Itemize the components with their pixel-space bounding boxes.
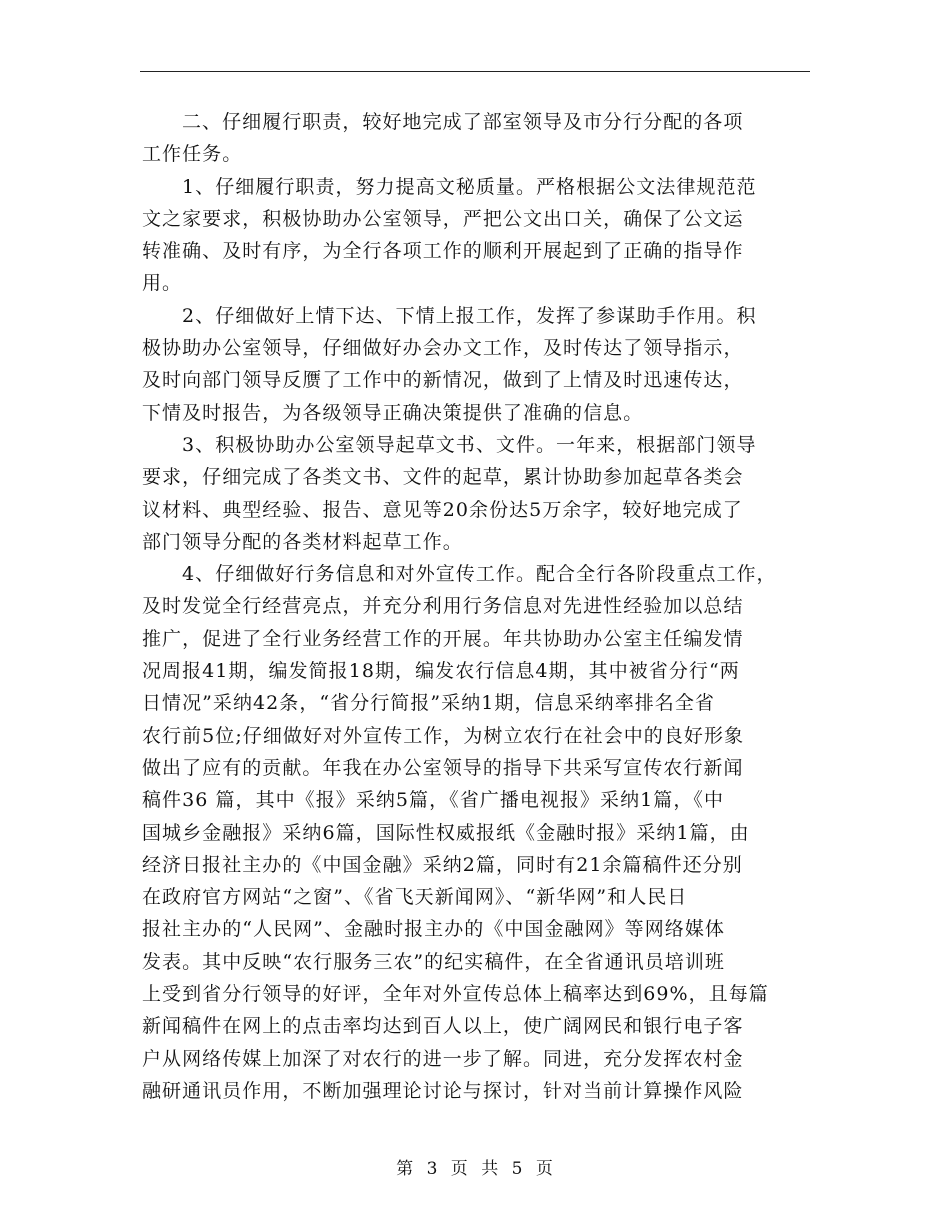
text-line: 部门领导分配的各类材料起草工作。 <box>142 530 463 553</box>
text-line: 在政府官方网站“之窗”、《省飞天新闻网》、“新华网”和人民日 <box>142 886 688 909</box>
text-line: 户从网络传媒上加深了对农行的进一步了解。同进，充分发挥农村金 <box>142 1047 744 1070</box>
text-line: 稿件36 篇，其中《报》采纳5篇，《省广播电视报》采纳1篇，《中 <box>142 789 724 812</box>
text-line: 做出了应有的贡献。年我在办公室领导的指导下共采写宣传农行新闻 <box>142 756 744 779</box>
text-line: 农行前5位;仔细做好对外宣传工作，为树立农行在社会中的良好形象 <box>142 724 745 747</box>
text-line: 极协助办公室领导，仔细做好办会办文工作，及时传达了领导指示， <box>142 337 744 360</box>
text-line: 下情及时报告，为各级领导正确决策提供了准确的信息。 <box>142 401 644 424</box>
document-body <box>142 106 814 1107</box>
paragraph <box>142 171 814 300</box>
text-line: 国城乡金融报》采纳6篇，国际性权威报纸《金融时报》采纳1篇，由 <box>142 821 750 844</box>
paragraph <box>142 429 814 558</box>
text-line: 上受到省分行领导的好评，全年对外宣传总体上稿率达到69%，且每篇 <box>142 983 769 1006</box>
text-line: 用。 <box>142 272 183 295</box>
text-line: 报社主办的“人民网”、金融时报主办的《中国金融网》等网络媒体 <box>142 918 725 941</box>
paragraph <box>142 300 814 429</box>
text-line: 日情况”采纳42条，“省分行简报”采纳1期，信息采纳率排名全省 <box>142 692 715 715</box>
text-line: 经济日报社主办的《中国金融》采纳2篇，同时有21余篇稿件还分别 <box>142 853 743 876</box>
text-line: 议材料、典型经验、报告、意见等20余份达5万余字，较好地完成了 <box>142 498 743 521</box>
text-line: 融研通讯员作用，不断加强理论讨论与探讨，针对当前计算操作风险 <box>142 1079 744 1102</box>
paragraph <box>142 106 814 171</box>
text-line: 新闻稿件在网上的点击率均达到百人以上，使广阔网民和银行电子客 <box>142 1015 744 1038</box>
paragraph <box>142 558 814 1107</box>
text-line: 1、仔细履行职责，努力提高文秘质量。严格根据公文法律规范范 <box>182 175 757 198</box>
page-footer: 第 3 页 共 5 页 <box>396 1159 554 1179</box>
text-line: 2、仔细做好上情下达、下情上报工作，发挥了参谋助手作用。积 <box>182 304 757 327</box>
text-line: 3、积极协助办公室领导起草文书、文件。一年来，根据部门领导 <box>182 433 757 456</box>
text-line: 转准确、及时有序，为全行各项工作的顺利开展起到了正确的指导作 <box>142 240 744 263</box>
text-line: 推广，促进了全行业务经营工作的开展。年共协助办公室主任编发情 <box>142 627 744 650</box>
text-line: 及时向部门领导反赝了工作中的新情况，做到了上情及时迅速传达， <box>142 369 744 392</box>
text-line: 文之家要求，积极协助办公室领导，严把公文出口关，确保了公文运 <box>142 207 744 230</box>
header-rule <box>140 71 810 72</box>
text-line: 要求，仔细完成了各类文书、文件的起草，累计协助参加起草各类会 <box>142 466 744 489</box>
text-line: 发表。其中反映“农行服务三农”的纪实稿件，在全省通讯员培训班 <box>142 950 725 973</box>
text-line: 及时发觉全行经营亮点，并充分利用行务信息对先进性经验加以总结 <box>142 595 744 618</box>
text-line: 况周报41期，编发简报18期，编发农行信息4期，其中被省分行“两 <box>142 660 740 683</box>
text-line: 二、仔细履行职责，较好地完成了部室领导及市分行分配的各项 <box>182 111 744 133</box>
text-line: 4、仔细做好行务信息和对外宣传工作。配合全行各阶段重点工作， <box>182 563 777 586</box>
text-line: 工作任务。 <box>142 143 243 166</box>
